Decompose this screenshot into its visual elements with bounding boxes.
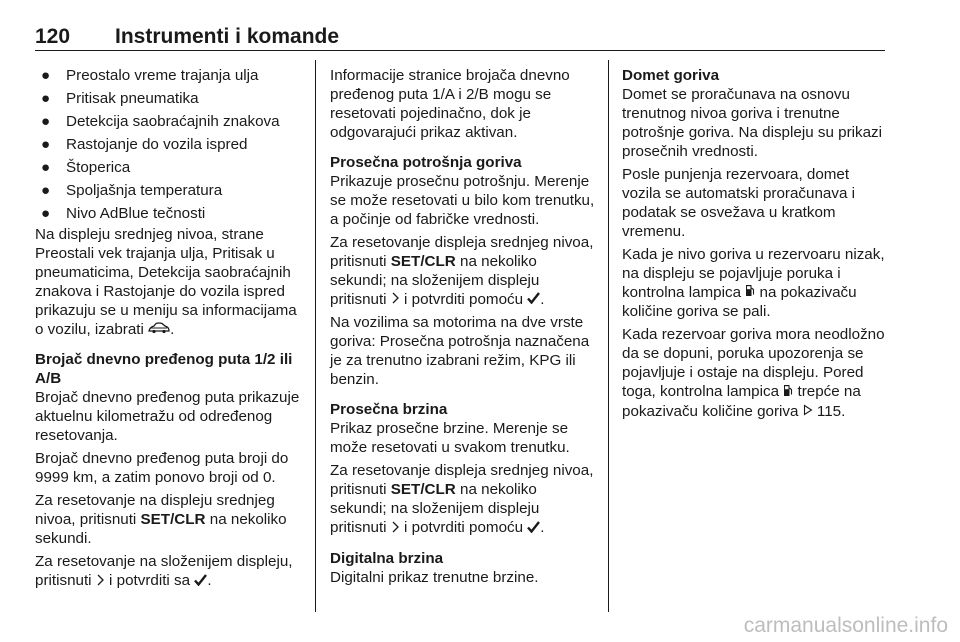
list-item: ● Rastojanje do vozila ispred <box>41 136 248 153</box>
paragraph: Za resetovanje na displeju srednjeg nivoa, pritisnuti SET/CLR na nekoliko sekundi. <box>35 492 287 548</box>
column-divider <box>315 60 316 612</box>
list-item: ● Štoperica <box>41 159 131 176</box>
set-clr-label: SET/CLR <box>140 511 206 529</box>
paragraph: Na vozilima sa motorima na dve vrste goriva: Prosečna potrošnja naznačena je za trenutno izabrani režim, KPG ili benzin. <box>330 314 590 389</box>
paragraph: Brojač dnevno pređenog puta broji do 9999 km, a zatim ponovo broji od 0. <box>35 450 289 487</box>
chevron-right-icon <box>96 572 105 591</box>
column-right <box>622 66 890 425</box>
list-item: ● Nivo AdBlue tečnosti <box>41 205 206 222</box>
paragraph: Domet se proračunava na osnovu trenutnog nivoa goriva i trenutne potrošnje goriva. Na displeju su prikazi prosečnih vrednosti. <box>622 86 883 160</box>
column-divider <box>608 60 609 612</box>
section-heading: Digitalna brzina <box>330 549 444 567</box>
section-heading: Prosečna potrošnja goriva <box>330 154 522 171</box>
section-heading: Domet goriva <box>622 67 720 84</box>
paragraph: Za resetovanje displeja srednjeg nivoa, pritisnuti SET/CLR na nekoliko sekundi; na složenijem displeju pritisnuti i potvrditi pomoću . <box>330 234 594 308</box>
list-item: ● Pritisak pneumatika <box>41 90 199 107</box>
paragraph: Prikazuje prosečnu potrošnju. Merenje se može resetovati u bilo kom trenutku, a počinje od fabričke vrednosti. <box>330 173 595 228</box>
paragraph: Prikaz prosečne brzine. Merenje se može resetovati u svakom trenutku. <box>330 420 570 457</box>
paragraph: Brojač dnevno pređenog puta prikazuje aktuelnu kilometražu od određenog resetovanja. <box>35 389 300 445</box>
fuel-pump-icon <box>783 383 793 402</box>
list-item: ● Spoljašnja temperatura <box>41 182 223 199</box>
paragraph: Na displeju srednjeg nivoa, strane Preostali vek trajanja ulja, Pritisak u pneumaticima, Detekcija saobraćajnih znakova i Rastojanje do vozila ispred prikazuju se u meniju sa informacijama o vozilu, izabrati . <box>35 226 297 338</box>
page-ref-icon[interactable] <box>803 402 813 421</box>
watermark: carmanualsonline.info <box>743 614 948 637</box>
car-icon <box>148 320 170 339</box>
set-clr-label: SET/CLR <box>390 481 456 499</box>
column-middle <box>330 66 595 591</box>
checkmark-icon <box>527 519 540 538</box>
chevron-right-icon <box>391 290 400 309</box>
paragraph: Posle punjenja rezervoara, domet vozila se automatski proračunava i podatak se osvežava u kratkom vremenu. <box>622 166 855 240</box>
page-number: 120 <box>35 25 71 48</box>
paragraph: Kada rezervoar goriva mora neodložno da se dopuni, poruka upozorenja se pojavljuje i ostaje na displeju. Pored toga, kontrolna lampica trepće na pokazivaču količine goriva 115. <box>622 326 885 420</box>
paragraph: Za resetovanje na složenijem displeju, pritisnuti i potvrditi sa . <box>35 553 293 590</box>
list-item: ● Preostalo vreme trajanja ulja <box>41 67 259 84</box>
paragraph: Digitalni prikaz trenutne brzine. <box>330 568 539 586</box>
list-item: ● Detekcija saobraćajnih znakova <box>41 113 280 130</box>
paragraph: Za resetovanje displeja srednjeg nivoa, pritisnuti SET/CLR na nekoliko sekundi; na složenijem displeju pritisnuti i potvrditi pomoću . <box>330 462 594 537</box>
paragraph: Kada je nivo goriva u rezervoaru nizak, na displeju se pojavljuje poruka i kontrolna lampica na pokazivaču količine goriva se pali. <box>622 246 885 321</box>
page-reference-link[interactable]: 115. <box>816 402 846 420</box>
checkmark-icon <box>527 290 540 309</box>
checkmark-icon <box>194 572 207 591</box>
section-heading: Prosečna brzina <box>330 401 448 419</box>
chapter-title: Instrumenti i komande <box>115 25 340 48</box>
chevron-right-icon <box>391 519 400 538</box>
fuel-pump-icon <box>745 283 755 302</box>
column-left <box>35 66 303 595</box>
set-clr-label: SET/CLR <box>390 253 456 270</box>
section-heading: Brojač dnevno pređenog puta 1/2 ili A/B <box>35 351 293 388</box>
page-header <box>35 26 885 51</box>
paragraph: Informacije stranice brojača dnevno pređenog puta 1/A i 2/B mogu se resetovati pojedinačno, dok je odgovarajući prikaz aktivan. <box>330 67 570 141</box>
info-page-list <box>35 66 303 223</box>
